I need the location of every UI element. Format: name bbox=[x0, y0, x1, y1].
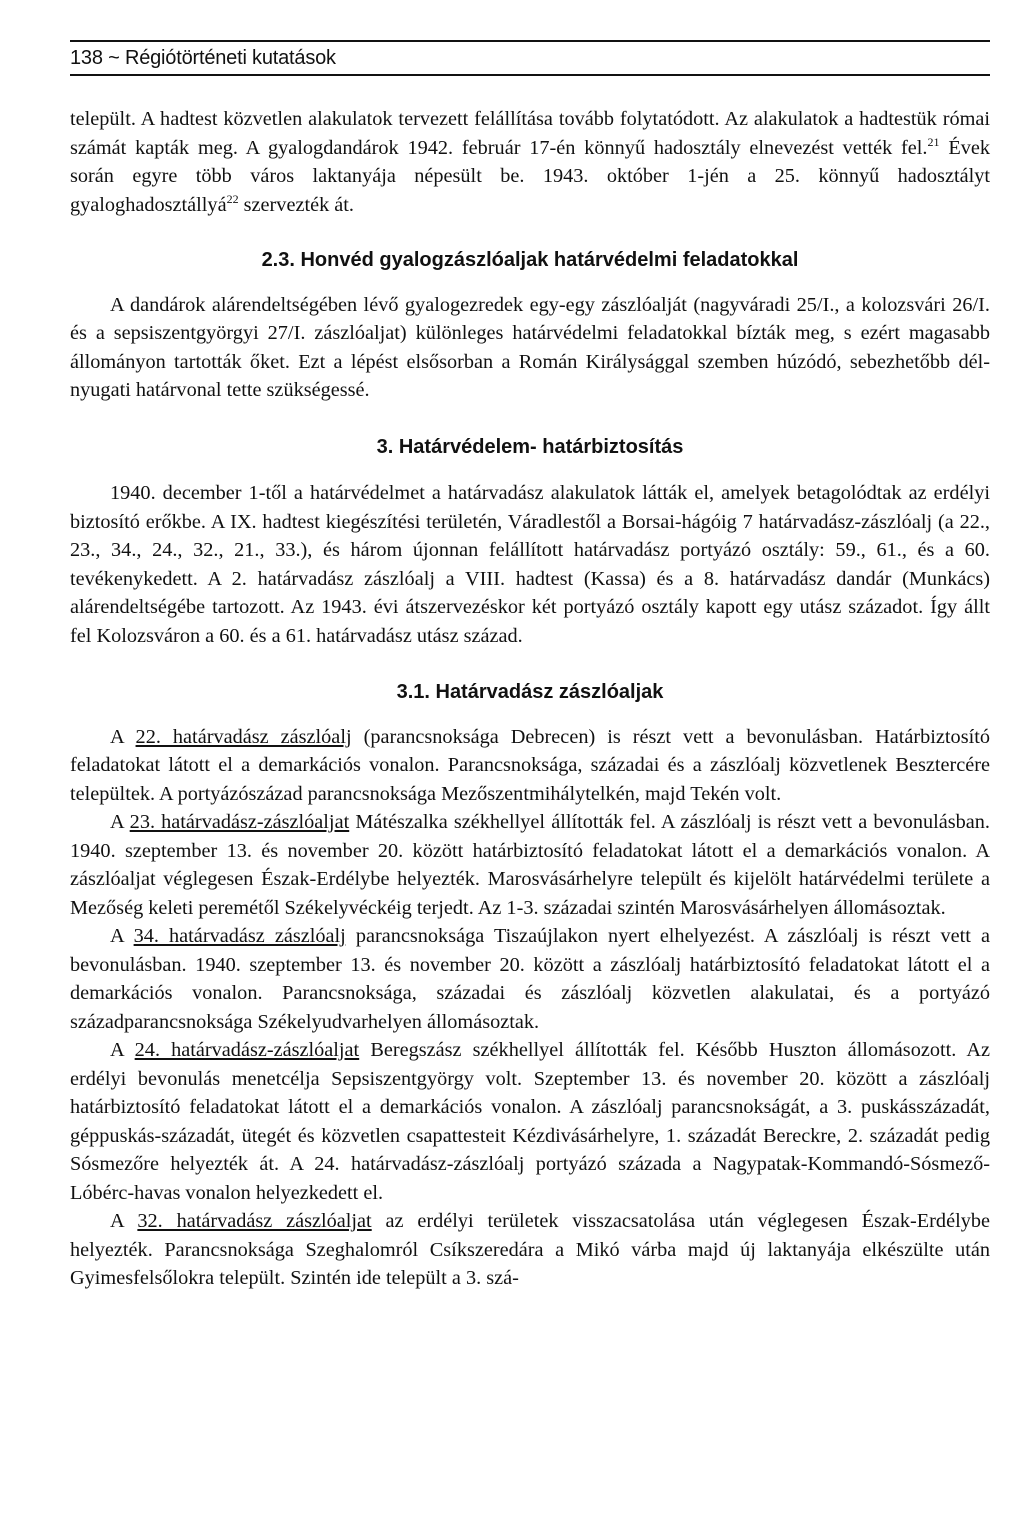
p24-post: Beregszász székhellyel állították fel. Később Huszton állomásozott. Az erdélyi bevonulás menetcélja Sepsiszentgyörgy volt. Szeptember 13. és november 20. között a zászlóalj határbiztosító feladatokat látott el a demarkációs vonalon. A zászlóalj parancsnokságát, a 3. puskásszázadát, géppuskás-századát, ütegét és közvetlen csapattesteit Kézdivásárhelyre, 1. századát Bereckre, 2. századát pedig Sósmezőre helyezték át. A 24. határvadász-zászlóalj portyázó százada a Nagypatak-Kommandó-Sósmező-Lóbérc-havas vonalon helyezkedett el. bbox=[70, 1039, 990, 1204]
paragraph-intro bbox=[70, 105, 990, 219]
p22-pre: A bbox=[110, 725, 136, 748]
footnote-ref-21[interactable]: 21 bbox=[927, 134, 940, 149]
p32-pre: A bbox=[110, 1210, 138, 1232]
p22-post: (parancsnoksága Debrecen) is részt vett a bevonulásban. Határbiztosító feladatokat látott el a demarkációs vonalon. Parancsnoksága, századai és a zászlóalj közvetlenek Besztercére települtek. A portyázószázad parancsnoksága Mezőszentmihálytelkén, majd Tekén volt. bbox=[70, 725, 990, 805]
paragraph-2-3: A dandárok alárendeltségében lévő gyalogezredek egy-egy zászlóalját (nagyváradi 25/I., a kolozsvári 26/I. és a sepsiszentgyörgyi 27/I. zászlóaljat) különleges határvédelmi feladatokkal bízták meg, s ezért magasabb állományon tartották őket. Ezt a lépést elsősorban a Román Királysággal szemben húzódó, sebezhetőbb dél-nyugati határvonal tette szükségessé. bbox=[70, 293, 990, 401]
p23-link[interactable]: 23. határvadász-zászlóaljat bbox=[129, 811, 350, 833]
p34-post: parancsnoksága Tiszaújlakon nyert elhelyezést. A zászlóalj is részt vett a bevonulásban. 1940. szeptember 13. és november 20. között a zászlóalj határbiztosító feladatokat látott el a demarkációs vonalon. Parancsnoksága, századai és zászlóalj közvetlen alakulatai, és a portyázó századparancsnoksága Székelyudvarhelyen állomásoztak. bbox=[70, 925, 990, 1033]
intro-text-a: települt. A hadtest közvetlen alakulatok tervezett felállítása tovább folytatódott. Az alakulatok a hadtestük római számát kapták meg. A gyalogdandárok 1942. február 17-én könnyű hadosztály elnevezést vették fel. bbox=[70, 108, 990, 159]
paragraph-34 bbox=[70, 922, 990, 1036]
p22-link[interactable]: 22. határvadász zászlóalj bbox=[135, 725, 352, 748]
p34-link[interactable]: 34. határvadász zászlóalj bbox=[133, 925, 346, 947]
paragraph-3: 1940. december 1-től a határvédelmet a határvadász alakulatok látták el, amelyek betagolódtak az erdélyi biztosító erőkbe. A IX. hadtest kiegészítési területén, Váradlestől a Borsai-hágóig 7 határvadász-zászlóalj (a 22., 23., 34., 24., 32., 21., 33.), és három újonnan felállított határvadász portyázó osztály: 59., 61., és a 60. tevékenykedett. A 2. határvadász zászlóalj a VIII. hadtest (Kassa) és a 8. határvadász dandár (Munkács) alárendeltségébe tartozott. Az 1943. évi átszervezéskor két portyázó osztály kapott egy utász századot. Így állt fel Kolozsváron a 60. és a 61. határvadász utász század. bbox=[70, 482, 990, 647]
p32-post: az erdélyi területek visszacsatolása után véglegesen Észak-Erdélybe helyezték. Parancsnoksága Szeghalomról Csíkszeredára a Mikó várba majd új laktanyája elkészülte után Gyimesfelsőlokra települt. Szintén ide települt a 3. szá- bbox=[70, 1210, 990, 1289]
p24-link[interactable]: 24. határvadász-zászlóaljat bbox=[134, 1039, 360, 1061]
section-heading-3-1: 3.1. Határvadász zászlóaljak bbox=[396, 681, 664, 703]
paragraph-32 bbox=[70, 1207, 990, 1293]
p23-post: Mátészalka székhellyel állították fel. A zászlóalj is részt vett a bevonulásban. 1940. szeptember 13. és november 20. között határbiztosító feladatokat látott el a demarkációs vonalon. A zászlóaljat véglegesen Észak-Erdélybe helyezték. Marosvásárhelyre települt és kijelölt határvédelmi területe a Mezőség keleti peremétől Székelyvéckéig terjedt. Az 1-3. századai szintén Marosvásárhelyen állomásoztak. bbox=[70, 811, 990, 919]
running-header bbox=[70, 40, 990, 76]
paragraph-24 bbox=[70, 1036, 990, 1207]
p32-link[interactable]: 32. határvadász zászlóaljat bbox=[137, 1210, 372, 1232]
p23-pre: A bbox=[110, 811, 130, 833]
section-heading-2-3: 2.3. Honvéd gyalogzászlóaljak határvédelmi feladatokkal bbox=[261, 249, 799, 271]
body-text bbox=[70, 105, 990, 1293]
intro-text-b: Évek során egyre több város laktanyája népesült be. 1943. október 1-jén a 25. könnyű hadosztályt gyaloghadosztállyá bbox=[70, 136, 990, 216]
paragraph-23 bbox=[70, 808, 990, 922]
section-heading-3: 3. Határvédelem- határbiztosítás bbox=[376, 435, 684, 458]
p34-pre: A bbox=[110, 925, 134, 947]
intro-text-c: szervezték át. bbox=[238, 193, 354, 216]
footnote-ref-22[interactable]: 22 bbox=[226, 191, 239, 206]
running-title: 138 ~ Régiótörténeti kutatások bbox=[70, 47, 336, 69]
paragraph-22 bbox=[70, 723, 990, 809]
p24-pre: A bbox=[110, 1039, 135, 1061]
